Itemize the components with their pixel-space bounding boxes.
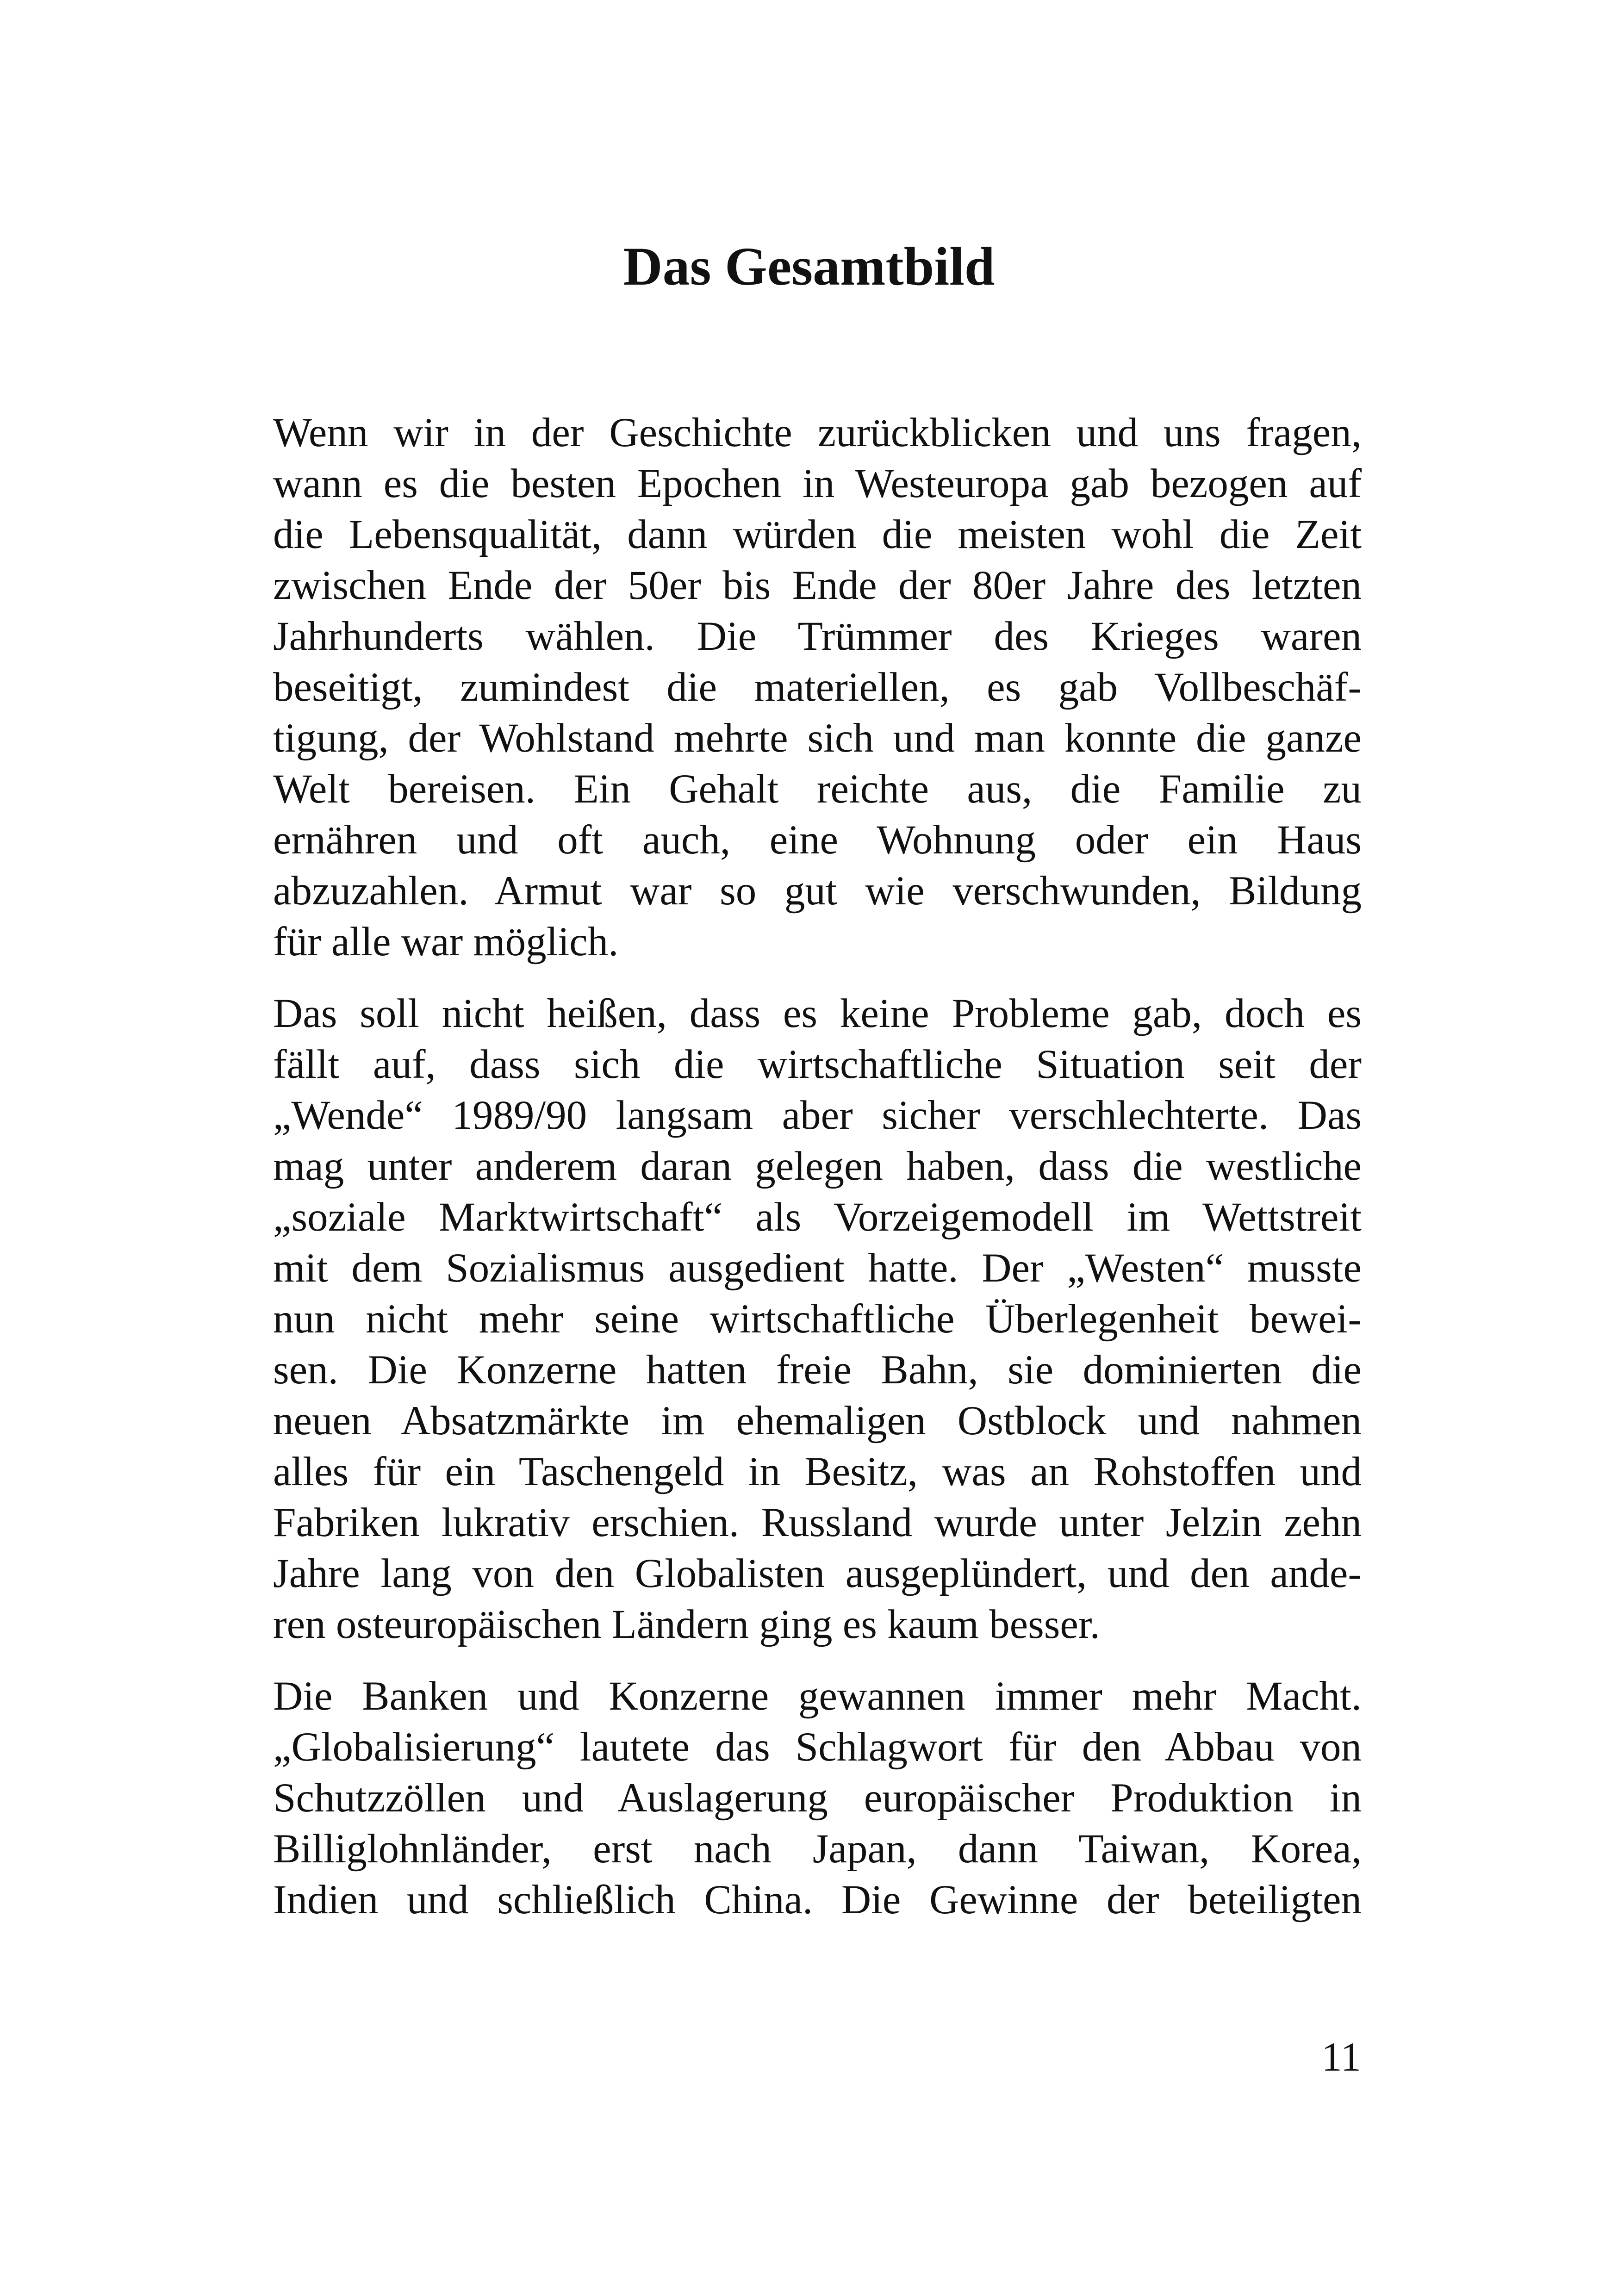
text-line: sen. Die Konzerne hatten freie Bahn, sie dominierten die	[273, 1347, 1362, 1393]
text-line: Welt bereisen. Ein Gehalt reichte aus, die Familie zu	[273, 766, 1362, 812]
text-line: für alle war möglich.	[273, 919, 619, 964]
text-line: Die Banken und Konzerne gewannen immer mehr Macht.	[273, 1674, 1362, 1719]
text-line: „soziale Marktwirtschaft“ als Vorzeigemodell im Wettstreit	[273, 1195, 1362, 1240]
text-line: ren osteuropäischen Ländern ging es kaum besser.	[273, 1602, 1100, 1647]
text-line: Jahre lang von den Globalisten ausgeplündert, und den ande-	[273, 1551, 1362, 1596]
text-line: Billiglohnländer, erst nach Japan, dann Taiwan, Korea,	[273, 1826, 1362, 1872]
text-line: ernähren und oft auch, eine Wohnung oder ein Haus	[273, 817, 1362, 863]
text-line: beseitigt, zumindest die materiellen, es gab Vollbeschäf-	[273, 665, 1362, 710]
text-line: Fabriken lukrativ erschien. Russland wurde unter Jelzin zehn	[273, 1500, 1362, 1545]
text-line: wann es die besten Epochen in Westeuropa gab bezogen auf	[273, 461, 1362, 506]
text-line: Das soll nicht heißen, dass es keine Probleme gab, doch es	[273, 991, 1362, 1036]
text-line: die Lebensqualität, dann würden die meisten wohl die Zeit	[273, 512, 1362, 557]
text-line: fällt auf, dass sich die wirtschaftliche Situation seit der	[273, 1042, 1362, 1087]
text-line: Indien und schließlich China. Die Gewinne der beteiligten	[273, 1877, 1362, 1923]
text-line: mag unter anderem daran gelegen haben, dass die westliche	[273, 1144, 1362, 1189]
text-line: neuen Absatzmärkte im ehemaligen Ostblock und nahmen	[273, 1398, 1362, 1444]
text-line: zwischen Ende der 50er bis Ende der 80er Jahre des letzten	[273, 563, 1362, 608]
paragraph-2	[273, 988, 1362, 1650]
text-line: abzuzahlen. Armut war so gut wie verschwunden, Bildung	[273, 868, 1362, 914]
text-line: „Globalisierung“ lautete das Schlagwort für den Abbau von	[273, 1724, 1362, 1770]
paragraph-1	[273, 407, 1362, 967]
page-number: 11	[1321, 2035, 1361, 2080]
text-line: Schutzzöllen und Auslagerung europäischer Produktion in	[273, 1775, 1362, 1821]
body-text	[273, 407, 1362, 1946]
text-line: nun nicht mehr seine wirtschaftliche Überlegenheit bewei-	[273, 1296, 1362, 1342]
text-line: Wenn wir in der Geschichte zurückblicken und uns fragen,	[273, 410, 1362, 455]
text-line: Jahrhunderts wählen. Die Trümmer des Krieges waren	[273, 614, 1362, 659]
text-line: mit dem Sozialismus ausgedient hatte. Der „Westen“ musste	[273, 1245, 1362, 1291]
text-line: tigung, der Wohlstand mehrte sich und man konnte die ganze	[273, 716, 1362, 761]
text-line: alles für ein Taschengeld in Besitz, was an Rohstoffen und	[273, 1449, 1362, 1494]
text-line: „Wende“ 1989/90 langsam aber sicher verschlechterte. Das	[273, 1093, 1362, 1138]
paragraph-3	[273, 1671, 1362, 1925]
page-title: Das Gesamtbild	[623, 236, 995, 297]
